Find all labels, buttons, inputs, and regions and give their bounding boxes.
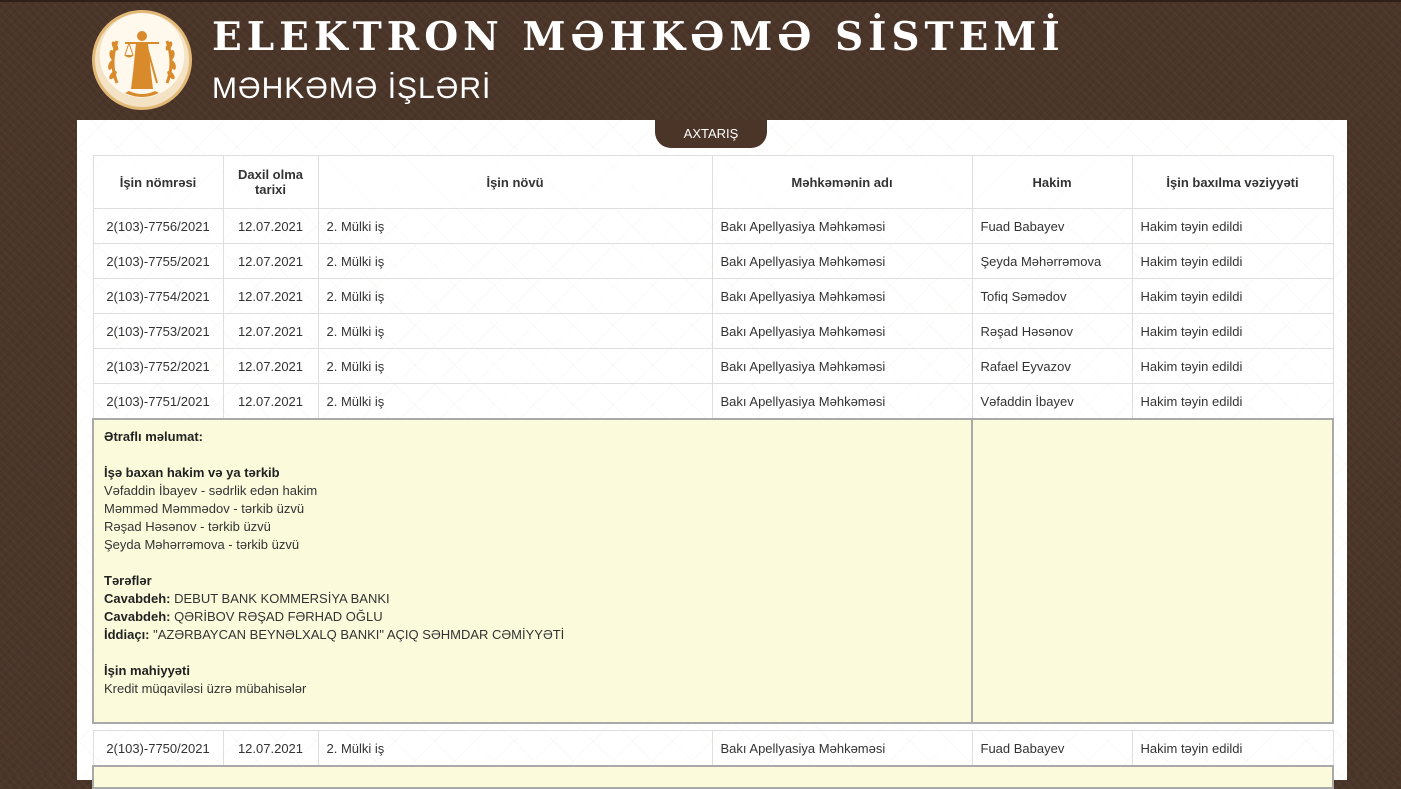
- case-detail-panel: [93, 419, 972, 723]
- parties-heading: Tərəflər: [104, 573, 152, 588]
- top-border: [0, 0, 1401, 2]
- case-number[interactable]: 2(103)-7755/2021: [93, 244, 223, 279]
- detail-heading: Ətraflı məlumat:: [104, 429, 204, 444]
- case-date: 12.07.2021: [223, 209, 318, 244]
- col-status[interactable]: İşin baxılma vəziyyəti: [1132, 156, 1333, 209]
- judge-item: Məmməd Məmmədov - tərkib üzvü: [104, 501, 305, 516]
- case-status: Hakim təyin edildi: [1132, 384, 1333, 420]
- col-case-number[interactable]: İşin nömrəsi: [93, 156, 223, 209]
- table-row[interactable]: [93, 209, 1333, 244]
- table-row-selected[interactable]: [93, 384, 1333, 420]
- case-court: Bakı Apellyasiya Məhkəməsi: [712, 384, 972, 420]
- case-number[interactable]: 2(103)-7753/2021: [93, 314, 223, 349]
- party-item: Cavabdeh: QƏRİBOV RƏŞAD FƏRHAD OĞLU: [104, 609, 383, 624]
- search-tab[interactable]: AXTARIŞ: [655, 120, 767, 148]
- judges-heading: İşə baxan hakim və ya tərkib: [104, 465, 280, 480]
- case-number[interactable]: 2(103)-7751/2021: [93, 384, 223, 420]
- case-type: 2. Mülki iş: [318, 279, 712, 314]
- judge-item: Vəfaddin İbayev - sədrlik edən hakim: [104, 483, 318, 498]
- case-court: Bakı Apellyasiya Məhkəməsi: [712, 209, 972, 244]
- essence-heading: İşin mahiyyəti: [104, 663, 190, 678]
- case-status: Hakim təyin edildi: [1132, 314, 1333, 349]
- case-type: 2. Mülki iş: [318, 731, 712, 767]
- case-type: 2. Mülki iş: [318, 349, 712, 384]
- col-judge[interactable]: Hakim: [972, 156, 1132, 209]
- case-judge: Rafael Eyvazov: [972, 349, 1132, 384]
- essence-text: Kredit müqaviləsi üzrə mübahisələr: [104, 681, 307, 696]
- case-court: Bakı Apellyasiya Məhkəməsi: [712, 314, 972, 349]
- case-status: Hakim təyin edildi: [1132, 731, 1333, 767]
- case-judge: Tofiq Səmədov: [972, 279, 1132, 314]
- case-date: 12.07.2021: [223, 349, 318, 384]
- party-item: Cavabdeh: DEBUT BANK KOMMERSİYA BANKI: [104, 591, 390, 606]
- case-status: Hakim təyin edildi: [1132, 279, 1333, 314]
- case-detail-side: [972, 419, 1333, 723]
- case-detail-row: [93, 419, 1333, 723]
- case-type: 2. Mülki iş: [318, 244, 712, 279]
- site-subtitle: MƏHKƏMƏ İŞLƏRİ: [212, 72, 492, 105]
- table-row[interactable]: [93, 244, 1333, 279]
- site-title: ELEKTRON MƏHKƏMƏ SİSTEMİ: [212, 14, 1065, 60]
- case-court: Bakı Apellyasiya Məhkəməsi: [712, 349, 972, 384]
- table-row[interactable]: [93, 314, 1333, 349]
- case-date: 12.07.2021: [223, 279, 318, 314]
- case-status: Hakim təyin edildi: [1132, 209, 1333, 244]
- table-header-row: [93, 156, 1333, 209]
- case-status: Hakim təyin edildi: [1132, 349, 1333, 384]
- judge-item: Rəşad Həsənov - tərkib üzvü: [104, 519, 271, 534]
- party-item: İddiaçı: "AZƏRBAYCAN BEYNƏLXALQ BANKI" AÇIQ SƏHMDAR CƏMİYYƏTİ: [104, 627, 565, 642]
- col-court[interactable]: Məhkəmənin adı: [712, 156, 972, 209]
- case-status: Hakim təyin edildi: [1132, 244, 1333, 279]
- table-row[interactable]: [93, 349, 1333, 384]
- case-number[interactable]: 2(103)-7752/2021: [93, 349, 223, 384]
- case-judge: Şeyda Məhərrəmova: [972, 244, 1132, 279]
- court-logo: [92, 10, 192, 110]
- case-number[interactable]: 2(103)-7756/2021: [93, 209, 223, 244]
- case-judge: Fuad Babayev: [972, 209, 1132, 244]
- case-type: 2. Mülki iş: [318, 384, 712, 420]
- case-detail-panel: [93, 766, 1333, 788]
- case-judge: Vəfaddin İbayev: [972, 384, 1132, 420]
- case-court: Bakı Apellyasiya Məhkəməsi: [712, 244, 972, 279]
- col-date[interactable]: Daxil olma tarixi: [223, 156, 318, 209]
- case-court: Bakı Apellyasiya Məhkəməsi: [712, 279, 972, 314]
- judge-item: Şeyda Məhərrəmova - tərkib üzvü: [104, 537, 300, 552]
- table-row[interactable]: [93, 279, 1333, 314]
- case-detail-row: [93, 766, 1333, 788]
- col-case-type[interactable]: İşin növü: [318, 156, 712, 209]
- cases-table: [92, 155, 1334, 789]
- case-date: 12.07.2021: [223, 731, 318, 767]
- case-type: 2. Mülki iş: [318, 314, 712, 349]
- table-row[interactable]: [93, 731, 1333, 767]
- case-date: 12.07.2021: [223, 244, 318, 279]
- case-date: 12.07.2021: [223, 314, 318, 349]
- case-number[interactable]: 2(103)-7754/2021: [93, 279, 223, 314]
- case-date: 12.07.2021: [223, 384, 318, 420]
- case-type: 2. Mülki iş: [318, 209, 712, 244]
- case-court: Bakı Apellyasiya Məhkəməsi: [712, 731, 972, 767]
- case-number[interactable]: 2(103)-7750/2021: [93, 731, 223, 767]
- case-judge: Fuad Babayev: [972, 731, 1132, 767]
- case-judge: Rəşad Həsənov: [972, 314, 1132, 349]
